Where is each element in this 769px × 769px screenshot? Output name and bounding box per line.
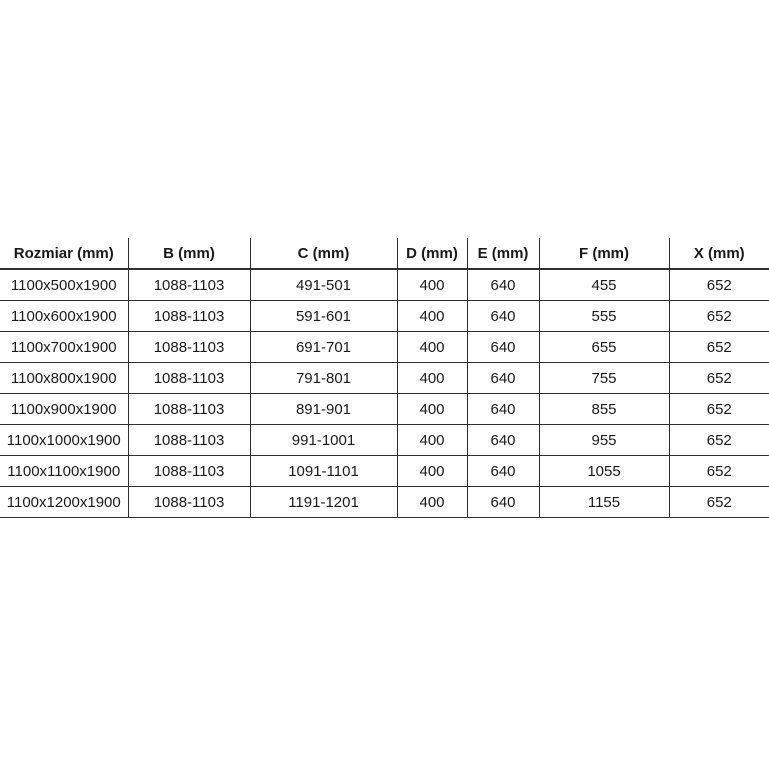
table-cell: 1100x1100x1900 (0, 456, 128, 487)
column-header-rozmiar: Rozmiar (mm) (0, 238, 128, 269)
column-header-c: C (mm) (250, 238, 397, 269)
table-cell: 640 (467, 394, 539, 425)
table-cell: 400 (397, 332, 467, 363)
column-header-d: D (mm) (397, 238, 467, 269)
table-row (0, 394, 769, 425)
size-spec-table (0, 238, 769, 518)
table-row (0, 487, 769, 518)
header-row (0, 238, 769, 269)
table-row (0, 363, 769, 394)
table-cell: 400 (397, 363, 467, 394)
table-cell: 640 (467, 487, 539, 518)
table-cell: 1100x900x1900 (0, 394, 128, 425)
table-cell: 1088-1103 (128, 332, 250, 363)
table-cell: 1100x1200x1900 (0, 487, 128, 518)
table-cell: 400 (397, 394, 467, 425)
table-cell: 652 (669, 301, 769, 332)
table-cell: 1091-1101 (250, 456, 397, 487)
table-row (0, 301, 769, 332)
table-cell: 1155 (539, 487, 669, 518)
table-row (0, 425, 769, 456)
table-cell: 1055 (539, 456, 669, 487)
table-cell: 1100x700x1900 (0, 332, 128, 363)
table-cell: 1100x800x1900 (0, 363, 128, 394)
table-cell: 652 (669, 425, 769, 456)
table-cell: 652 (669, 394, 769, 425)
table-cell: 755 (539, 363, 669, 394)
table-cell: 640 (467, 269, 539, 301)
table-cell: 640 (467, 363, 539, 394)
table-cell: 400 (397, 269, 467, 301)
column-header-f: F (mm) (539, 238, 669, 269)
table-cell: 652 (669, 332, 769, 363)
column-header-x: X (mm) (669, 238, 769, 269)
column-header-b: B (mm) (128, 238, 250, 269)
table-cell: 652 (669, 456, 769, 487)
table-cell: 891-901 (250, 394, 397, 425)
table-cell: 1191-1201 (250, 487, 397, 518)
table-cell: 991-1001 (250, 425, 397, 456)
table-cell: 655 (539, 332, 669, 363)
table-cell: 455 (539, 269, 669, 301)
table-cell: 491-501 (250, 269, 397, 301)
table-cell: 400 (397, 301, 467, 332)
table-cell: 791-801 (250, 363, 397, 394)
table-cell: 640 (467, 332, 539, 363)
table-cell: 1088-1103 (128, 456, 250, 487)
table-cell: 1088-1103 (128, 425, 250, 456)
table-cell: 1088-1103 (128, 269, 250, 301)
table-cell: 1088-1103 (128, 487, 250, 518)
table-cell: 640 (467, 456, 539, 487)
table-cell: 652 (669, 487, 769, 518)
table-cell: 855 (539, 394, 669, 425)
table-cell: 652 (669, 269, 769, 301)
table-cell: 640 (467, 301, 539, 332)
table-cell: 1088-1103 (128, 394, 250, 425)
table-row (0, 332, 769, 363)
table-row (0, 456, 769, 487)
table-cell: 591-601 (250, 301, 397, 332)
table-cell: 555 (539, 301, 669, 332)
table-cell: 1088-1103 (128, 301, 250, 332)
table-cell: 400 (397, 425, 467, 456)
table-cell: 652 (669, 363, 769, 394)
table-cell: 400 (397, 487, 467, 518)
table-cell: 955 (539, 425, 669, 456)
table-cell: 1100x500x1900 (0, 269, 128, 301)
table-cell: 640 (467, 425, 539, 456)
table-cell: 400 (397, 456, 467, 487)
table-cell: 1100x1000x1900 (0, 425, 128, 456)
table-cell: 1088-1103 (128, 363, 250, 394)
table-cell: 1100x600x1900 (0, 301, 128, 332)
table-cell: 691-701 (250, 332, 397, 363)
table-row (0, 269, 769, 301)
column-header-e: E (mm) (467, 238, 539, 269)
